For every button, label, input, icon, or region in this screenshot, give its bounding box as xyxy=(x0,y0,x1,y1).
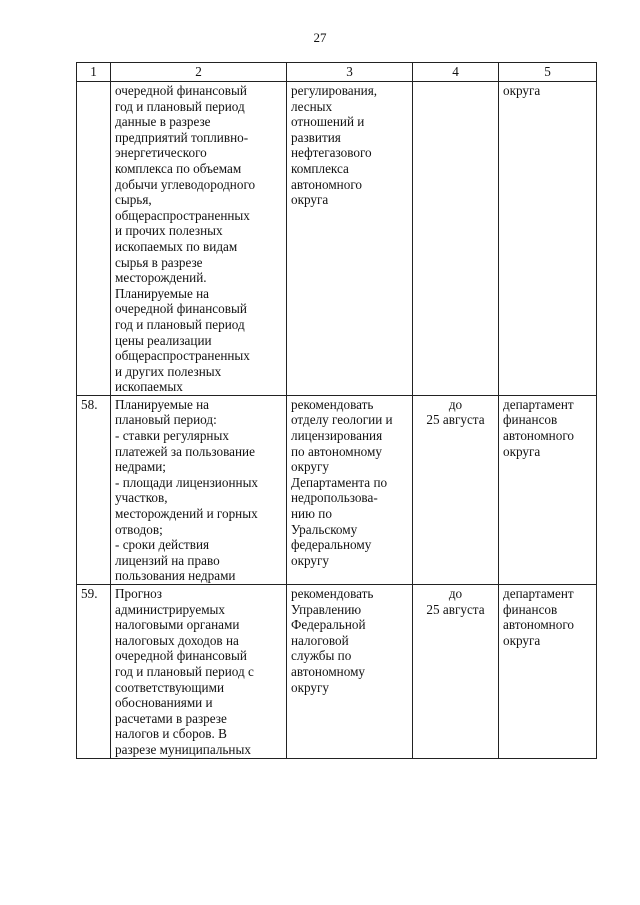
table-row xyxy=(77,395,597,584)
cell-text-line: отводов; xyxy=(115,521,163,537)
cell-text-line: очередной финансовый xyxy=(115,648,247,664)
cell-text-line: платежей за пользование xyxy=(115,443,255,459)
item-description xyxy=(111,395,287,584)
cell-text-line: автономного xyxy=(503,617,575,633)
cell-text-line: комплекса по объемам xyxy=(115,160,242,176)
cell-text-line: нию по xyxy=(291,506,332,522)
cell-text-line: общераспространенных xyxy=(115,348,250,364)
cell-text-line: расчетами в разрезе xyxy=(115,710,227,726)
document-table xyxy=(76,62,597,759)
cell-text-line: Планируемые на xyxy=(115,396,210,412)
cell-text-line: Управлению xyxy=(291,601,362,617)
item-description xyxy=(111,82,287,396)
deadline xyxy=(413,395,499,584)
responsible-party xyxy=(287,395,413,584)
cell-text-line: финансов xyxy=(503,412,558,428)
cell-text-line: округу xyxy=(291,679,330,695)
recipient xyxy=(499,395,597,584)
cell-text-line: и других полезных xyxy=(115,363,222,379)
deadline xyxy=(413,585,499,759)
responsible-party xyxy=(287,585,413,759)
cell-text-line: год и плановый период xyxy=(115,98,245,114)
cell-text-line: до xyxy=(448,586,463,601)
cell-text-line: добычи углеводородного xyxy=(115,176,256,192)
cell-text-line: лесных xyxy=(291,98,333,114)
cell-text-line: налоговой xyxy=(291,632,349,648)
cell-text-line: по автономному xyxy=(291,443,382,459)
cell-text-line: 25 августа xyxy=(426,412,485,428)
cell-text-line: общераспространенных xyxy=(115,207,250,223)
cell-text-line: администрируемых xyxy=(115,601,226,617)
cell-text-line: обоснованиями и xyxy=(115,695,213,711)
cell-text-line: налоговых доходов на xyxy=(115,632,239,648)
row-number xyxy=(77,395,111,584)
cell-text-line: сырья в разрезе xyxy=(115,254,203,270)
cell-text-line: округа xyxy=(503,83,541,98)
cell-text-line: округа xyxy=(503,632,541,648)
cell-text-line: департамент xyxy=(503,396,574,412)
cell-text-line: Прогноз xyxy=(115,586,162,601)
cell-text-line: ископаемых xyxy=(115,379,183,395)
cell-text-line: округу xyxy=(291,552,330,568)
cell-text-line: нефтегазового xyxy=(291,145,372,161)
row-number xyxy=(77,82,111,396)
cell-text-line: финансов xyxy=(503,601,558,617)
cell-text-line: до xyxy=(448,396,463,412)
deadline xyxy=(413,82,499,396)
header-cell: 4 xyxy=(413,63,499,82)
header-cell: 2 xyxy=(111,63,287,82)
cell-text-line: сырья, xyxy=(115,192,152,208)
cell-text-line: отношений и xyxy=(291,114,365,130)
cell-text-line: автономного xyxy=(503,428,575,444)
cell-text-line: ископаемых по видам xyxy=(115,238,238,254)
cell-text-line: недропользова- xyxy=(291,490,378,506)
header-cell: 3 xyxy=(287,63,413,82)
recipient xyxy=(499,82,597,396)
cell-text-line: цены реализации xyxy=(115,332,212,348)
cell-text-line: участков, xyxy=(115,490,168,506)
cell-text-line: федеральному xyxy=(291,537,372,553)
cell-text-line: развития xyxy=(291,129,341,145)
cell-text-line: - сроки действия xyxy=(115,537,210,553)
table-row xyxy=(77,585,597,759)
cell-text-line: Департамента по xyxy=(291,474,388,490)
cell-text-line: округа xyxy=(291,192,329,208)
cell-text-line: рекомендовать xyxy=(291,396,374,412)
header-cell: 5 xyxy=(499,63,597,82)
cell-text-line: Федеральной xyxy=(291,617,366,633)
recipient xyxy=(499,585,597,759)
cell-text-line: отделу геологии и xyxy=(291,412,393,428)
cell-text-line: энергетического xyxy=(115,145,207,161)
cell-text-line: - ставки регулярных xyxy=(115,428,229,444)
cell-text-line: департамент xyxy=(503,586,574,601)
cell-text-line: месторождений. xyxy=(115,270,207,286)
row-number-text: 58. xyxy=(81,396,98,412)
cell-text-line: комплекса xyxy=(291,160,349,176)
cell-text-line: плановый период: xyxy=(115,412,217,428)
cell-text-line: соответствующими xyxy=(115,679,225,695)
cell-text-line: очередной финансовый xyxy=(115,301,247,317)
cell-text-line: округа xyxy=(503,443,541,459)
cell-text-line: 25 августа xyxy=(426,601,485,617)
cell-text-line: лицензий на право xyxy=(115,552,220,568)
cell-text-line: год и плановый период xyxy=(115,316,245,332)
cell-text-line: налогов и сборов. В xyxy=(115,726,227,742)
cell-text-line: налоговыми органами xyxy=(115,617,240,633)
table-header-row xyxy=(77,63,597,82)
cell-text-line: Уральскому xyxy=(291,521,358,537)
cell-text-line: - площади лицензионных xyxy=(115,474,259,490)
cell-text-line: пользования недрами xyxy=(115,568,236,584)
header-cell: 1 xyxy=(77,63,111,82)
table-row xyxy=(77,82,597,396)
cell-text-line: и прочих полезных xyxy=(115,223,223,239)
responsible-party xyxy=(287,82,413,396)
cell-text-line: год и плановый период с xyxy=(115,663,254,679)
cell-text-line: округу xyxy=(291,459,330,475)
cell-text-line: автономного xyxy=(291,176,363,192)
row-number-text: 59. xyxy=(81,586,98,601)
cell-text-line: лицензирования xyxy=(291,428,383,444)
cell-text-line: данные в разрезе xyxy=(115,114,211,130)
cell-text-line: разрезе муниципальных xyxy=(115,741,251,757)
cell-text-line: автономному xyxy=(291,663,366,679)
cell-text-line: регулирования, xyxy=(291,83,378,98)
cell-text-line: месторождений и горных xyxy=(115,506,258,522)
cell-text-line: рекомендовать xyxy=(291,586,374,601)
row-number xyxy=(77,585,111,759)
cell-text-line: предприятий топливно- xyxy=(115,129,249,145)
cell-text-line: недрами; xyxy=(115,459,166,475)
cell-text-line: Планируемые на xyxy=(115,285,210,301)
item-description xyxy=(111,585,287,759)
cell-text-line: службы по xyxy=(291,648,352,664)
page-number: 27 xyxy=(313,30,327,45)
cell-text-line: очередной финансовый xyxy=(115,83,247,98)
